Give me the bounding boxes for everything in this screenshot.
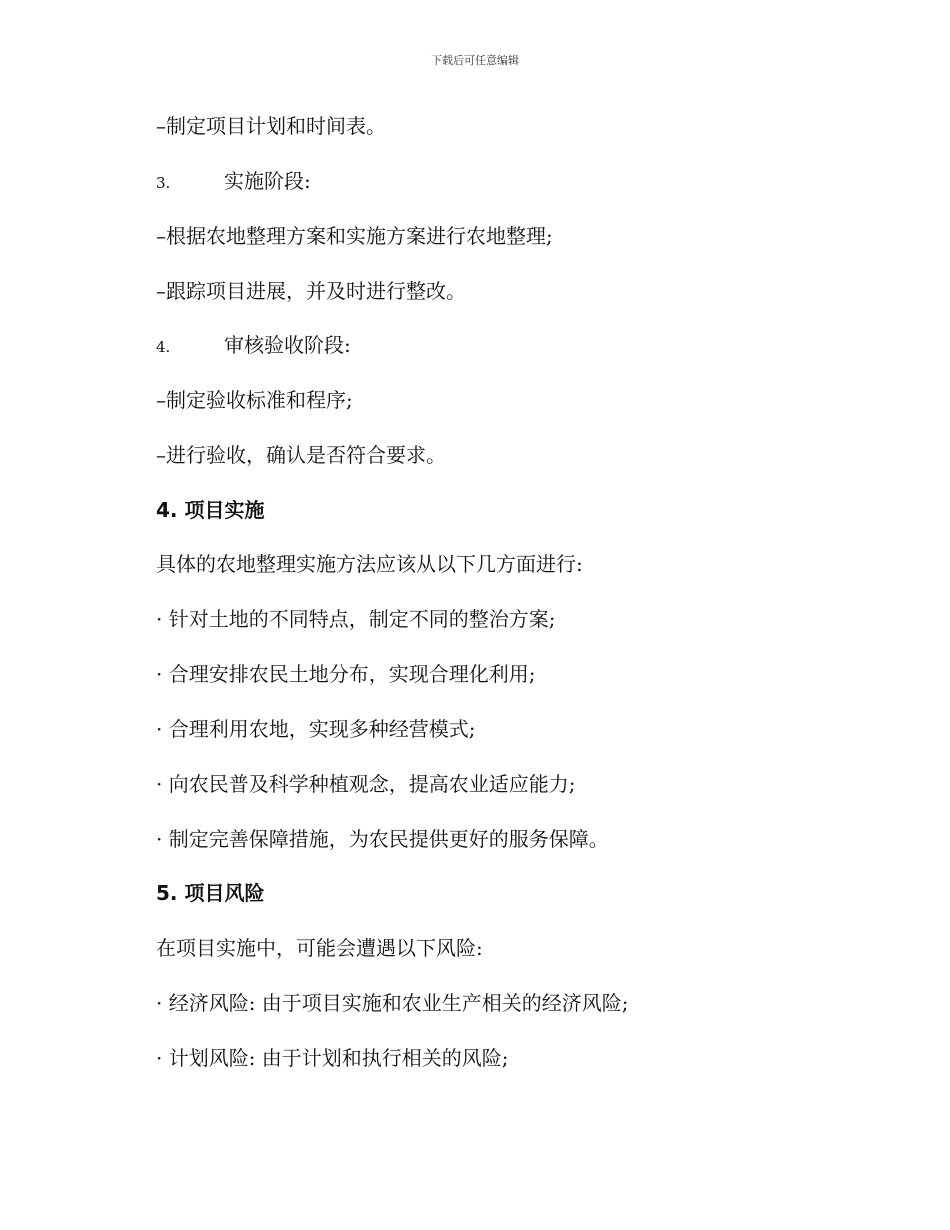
section-5-intro: 在项目实施中，可能会遭遇以下风险: xyxy=(156,936,483,960)
step-4-item-2: –进行验收，确认是否符合要求。 xyxy=(156,443,446,467)
step-3-number: 3. xyxy=(156,174,171,192)
step-4-heading xyxy=(156,331,351,361)
section-5-bullet: · 计划风险: 由于计划和执行相关的风险; xyxy=(156,1046,509,1070)
step-4-number: 4. xyxy=(156,338,171,356)
step-3-item-1: –根据农地整理方案和实施方案进行农地整理; xyxy=(156,224,553,248)
section-4-bullet: · 合理安排农民土地分布，实现合理化利用; xyxy=(156,662,536,686)
section-4-bullet: · 制定完善保障措施，为农民提供更好的服务保障。 xyxy=(156,827,609,851)
section-4-bullet: · 合理利用农地，实现多种经营模式; xyxy=(156,717,476,741)
section-5-title: 5. 项目风险 xyxy=(156,881,265,905)
step-3-heading xyxy=(156,167,311,197)
step-4-label: 审核验收阶段: xyxy=(224,333,351,357)
section-5-bullet: · 经济风险: 由于项目实施和农业生产相关的经济风险; xyxy=(156,991,629,1015)
step-4-item-1: –制定验收标准和程序; xyxy=(156,388,353,412)
section-4-intro: 具体的农地整理实施方法应该从以下几方面进行: xyxy=(156,552,583,576)
section-4-bullet: · 向农民普及科学种植观念，提高农业适应能力; xyxy=(156,772,576,796)
section-4-bullet: · 针对土地的不同特点，制定不同的整治方案; xyxy=(156,607,556,631)
planning-list-item: –制定项目计划和时间表。 xyxy=(156,114,386,138)
step-3-item-2: –跟踪项目进展，并及时进行整改。 xyxy=(156,279,466,303)
step-3-label: 实施阶段: xyxy=(224,169,311,193)
page-header: 下载后可任意编辑 xyxy=(431,54,519,67)
section-4-title: 4. 项目实施 xyxy=(156,498,265,522)
